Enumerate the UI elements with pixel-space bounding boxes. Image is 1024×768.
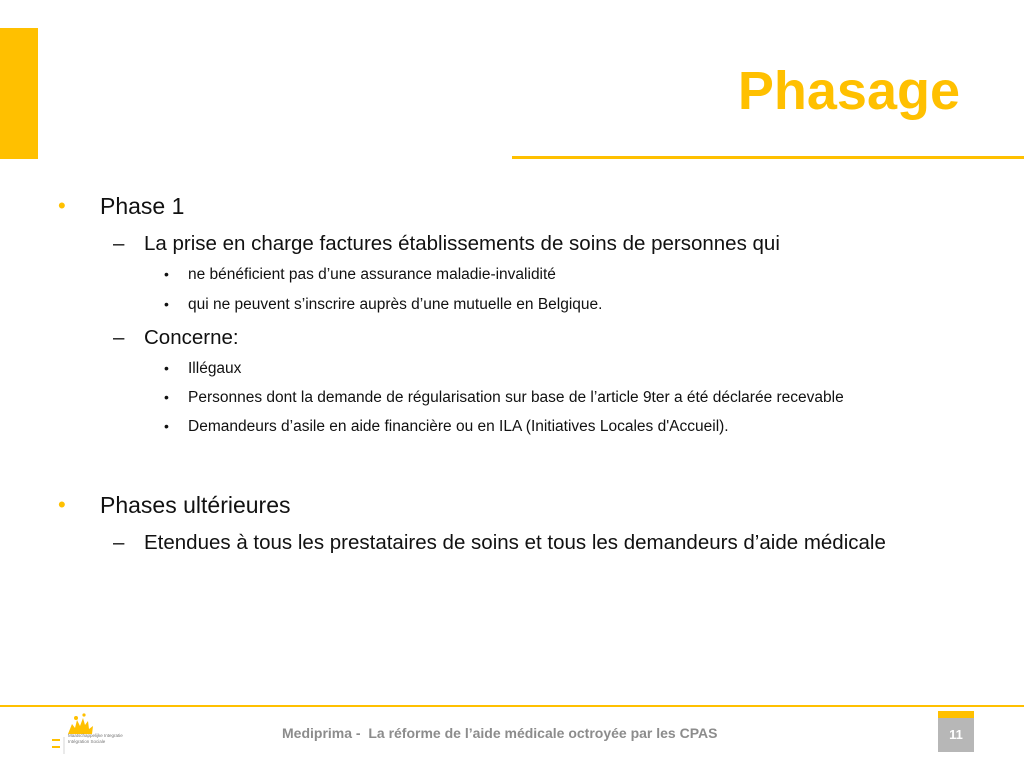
subsubbullet-text: ne bénéficient pas d’une assurance maladie-invalidité [188, 266, 556, 283]
bullet-text: Phase 1 [100, 193, 185, 219]
subbullet-text: Etendues à tous les prestataires de soins et tous les demandeurs d’aide médicale [144, 531, 886, 554]
subsubbullet-text: Personnes dont la demande de régularisation sur base de l’article 9ter a été déclarée recevable [188, 389, 844, 406]
subbullet-concerne [113, 326, 239, 350]
subbullet-text: Concerne: [144, 326, 239, 349]
subsubbullet [164, 418, 729, 436]
bullet-dot-icon: • [164, 266, 169, 282]
dash-icon: – [113, 232, 125, 255]
dash-icon: – [113, 531, 125, 554]
bullet-dot-icon: • [164, 360, 169, 376]
bullet-dot-icon: • [164, 389, 169, 405]
subsubbullet-text: Demandeurs d’asile en aide financière ou en ILA (Initiatives Locales d'Accueil). [188, 418, 729, 435]
bullet-dot-icon: • [58, 193, 66, 218]
subsubbullet [164, 360, 242, 378]
footer-title: Mediprima - La réforme de l’aide médicale octroyée par les CPAS [282, 725, 718, 741]
dash-icon: – [113, 326, 125, 349]
bullet-text: Phases ultérieures [100, 492, 291, 518]
subsubbullet [164, 266, 556, 284]
subbullet-etendues [113, 531, 886, 555]
footer-rule [0, 705, 1024, 707]
bullet-phases-ulterieures [58, 492, 291, 519]
title-underline [512, 156, 1024, 159]
subsubbullet [164, 296, 603, 314]
bullet-dot-icon: • [164, 296, 169, 312]
accent-bar [0, 28, 38, 159]
bullet-dot-icon: • [164, 418, 169, 434]
page-number-badge: 11 [938, 711, 974, 752]
subsubbullet-text: qui ne peuvent s’inscrire auprès d’une mutuelle en Belgique. [188, 296, 603, 313]
subbullet-text: La prise en charge factures établissements de soins de personnes qui [144, 232, 780, 255]
subsubbullet [164, 389, 844, 407]
slide-title: Phasage [737, 61, 960, 121]
logo-text: Maatschappelijke Integratie Intégration Sociale [68, 733, 123, 744]
subsubbullet-text: Illégaux [188, 360, 242, 377]
subbullet-prise-en-charge [113, 232, 780, 256]
bullet-phase-1 [58, 193, 185, 220]
bullet-dot-icon: • [58, 492, 66, 517]
